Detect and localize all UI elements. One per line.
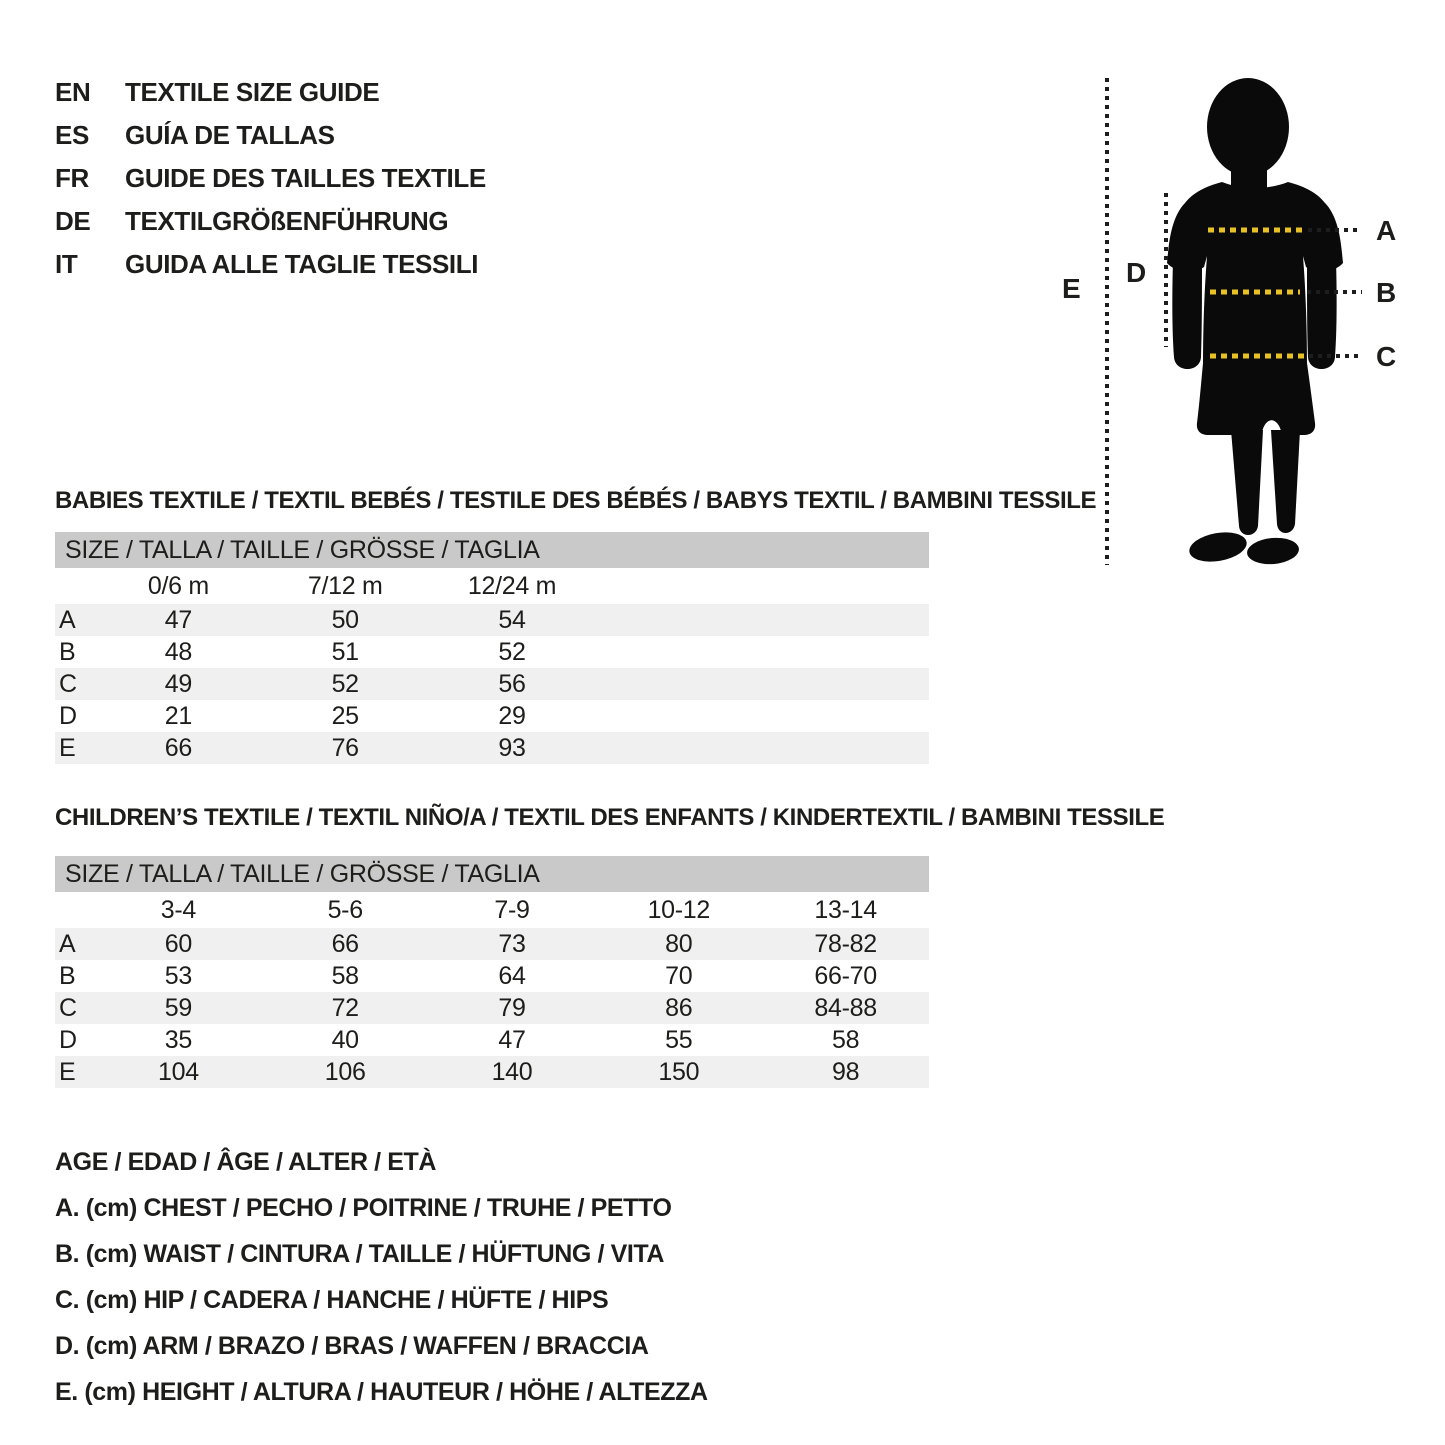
cell-value: 56 xyxy=(498,669,526,698)
language-row-en xyxy=(55,71,486,114)
legend-line-waist: B. (cm) WAIST / CINTURA / TAILLE / HÜFTUNG / VITA xyxy=(55,1239,665,1268)
cell-value: 29 xyxy=(498,701,526,730)
cell-value: 48 xyxy=(164,637,192,666)
figure-label-a: A xyxy=(1376,215,1397,246)
children-size-table xyxy=(55,856,929,1088)
table-row-d xyxy=(55,700,929,732)
cell-value: 58 xyxy=(831,1025,860,1054)
table-row-c xyxy=(55,992,929,1024)
table-row-a xyxy=(55,928,929,960)
table-row-b xyxy=(55,636,929,668)
cell-value: 93 xyxy=(498,733,526,762)
cell-value: 140 xyxy=(491,1057,533,1086)
table-row-b xyxy=(55,960,929,992)
cell-value: 50 xyxy=(331,605,359,634)
legend-line-arm: D. (cm) ARM / BRAZO / BRAS / WAFFEN / BRACCIA xyxy=(55,1331,649,1360)
language-title: TEXTILE SIZE GUIDE xyxy=(125,77,380,107)
cell-value: 59 xyxy=(164,993,192,1022)
table-row-c xyxy=(55,668,929,700)
row-label: D xyxy=(59,701,77,730)
babies-section-heading: BABIES TEXTILE / TEXTIL BEBÉS / TESTILE DES BÉBÉS / BABYS TEXTIL / BAMBINI TESSILE xyxy=(55,487,1097,514)
language-row-es xyxy=(55,114,486,157)
cell-value: 150 xyxy=(658,1057,700,1086)
legend-line-age: AGE / EDAD / ÂGE / ALTER / ETÀ xyxy=(55,1147,437,1176)
cell-value: 70 xyxy=(665,961,693,990)
cell-value: 104 xyxy=(157,1057,199,1086)
children-column-header-row xyxy=(55,892,929,928)
figure-label-c: C xyxy=(1376,341,1397,372)
column-header: 7/12 m xyxy=(307,571,383,600)
language-title: GUIDA ALLE TAGLIE TESSILI xyxy=(125,249,479,279)
cell-value: 47 xyxy=(164,605,192,634)
cell-value: 52 xyxy=(498,637,526,666)
language-code: DE xyxy=(55,206,91,236)
language-code: ES xyxy=(55,120,89,150)
column-header: 5-6 xyxy=(327,895,363,924)
figure-label-d: D xyxy=(1126,257,1147,288)
language-code: EN xyxy=(55,77,91,107)
cell-value: 86 xyxy=(665,993,693,1022)
language-title-block xyxy=(55,71,486,286)
row-label: B xyxy=(59,637,76,666)
table-row-d xyxy=(55,1024,929,1056)
figure-label-b: B xyxy=(1376,277,1397,308)
cell-value: 51 xyxy=(331,637,359,666)
cell-value: 79 xyxy=(498,993,526,1022)
cell-value: 53 xyxy=(164,961,192,990)
cell-value: 60 xyxy=(164,929,192,958)
cell-value: 106 xyxy=(324,1057,366,1086)
language-row-it xyxy=(55,243,486,286)
legend-line-hip: C. (cm) HIP / CADERA / HANCHE / HÜFTE / HIPS xyxy=(55,1285,609,1314)
cell-value: 21 xyxy=(164,701,192,730)
cell-value: 84-88 xyxy=(814,993,877,1022)
row-label: E xyxy=(59,1057,76,1086)
row-label: A xyxy=(59,929,76,958)
row-label: E xyxy=(59,733,76,762)
babies-size-header-bar: SIZE / TALLA / TAILLE / GRÖSSE / TAGLIA xyxy=(55,532,929,568)
measurement-figure xyxy=(1050,60,1445,600)
cell-value: 66 xyxy=(164,733,192,762)
table-row-a xyxy=(55,604,929,636)
row-label: A xyxy=(59,605,76,634)
table-row-e xyxy=(55,732,929,764)
children-size-header-bar: SIZE / TALLA / TAILLE / GRÖSSE / TAGLIA xyxy=(55,856,929,892)
cell-value: 35 xyxy=(164,1025,192,1054)
column-header: 0/6 m xyxy=(147,571,209,600)
cell-value: 80 xyxy=(665,929,693,958)
cell-value: 78-82 xyxy=(814,929,877,958)
cell-value: 73 xyxy=(498,929,526,958)
cell-value: 58 xyxy=(331,961,359,990)
language-code: FR xyxy=(55,163,89,193)
language-row-fr xyxy=(55,157,486,200)
column-header: 10-12 xyxy=(647,895,711,924)
cell-value: 66-70 xyxy=(814,961,877,990)
language-title: TEXTILGRÖßENFÜHRUNG xyxy=(125,206,449,236)
legend-line-chest: A. (cm) CHEST / PECHO / POITRINE / TRUHE / PETTO xyxy=(55,1193,672,1222)
cell-value: 25 xyxy=(331,701,359,730)
child-silhouette-icon xyxy=(1167,78,1343,566)
babies-column-header-row xyxy=(55,568,929,604)
cell-value: 98 xyxy=(831,1057,860,1086)
cell-value: 40 xyxy=(331,1025,359,1054)
cell-value: 76 xyxy=(331,733,359,762)
row-label: C xyxy=(59,993,77,1022)
cell-value: 54 xyxy=(498,605,526,634)
children-section-heading: CHILDREN’S TEXTILE / TEXTIL NIÑO/A / TEXTIL DES ENFANTS / KINDERTEXTIL / BAMBINI TESSILE xyxy=(55,804,1165,831)
measurement-legend xyxy=(55,1139,708,1415)
cell-value: 66 xyxy=(331,929,359,958)
language-title: GUÍA DE TALLAS xyxy=(125,120,335,150)
legend-line-height: E. (cm) HEIGHT / ALTURA / HAUTEUR / HÖHE / ALTEZZA xyxy=(55,1377,708,1406)
cell-value: 52 xyxy=(331,669,359,698)
cell-value: 64 xyxy=(498,961,526,990)
cell-value: 49 xyxy=(164,669,192,698)
language-code: IT xyxy=(55,249,78,279)
row-label: B xyxy=(59,961,76,990)
column-header: 12/24 m xyxy=(467,571,557,600)
row-label: D xyxy=(59,1025,77,1054)
cell-value: 47 xyxy=(498,1025,526,1054)
figure-label-e: E xyxy=(1062,273,1081,304)
language-row-de xyxy=(55,200,486,243)
column-header: 13-14 xyxy=(814,895,877,924)
cell-value: 72 xyxy=(331,993,359,1022)
column-header: 7-9 xyxy=(494,895,530,924)
babies-size-table xyxy=(55,532,929,764)
row-label: C xyxy=(59,669,77,698)
cell-value: 55 xyxy=(665,1025,693,1054)
column-header: 3-4 xyxy=(160,895,197,924)
language-title: GUIDE DES TAILLES TEXTILE xyxy=(125,163,486,193)
table-row-e xyxy=(55,1056,929,1088)
